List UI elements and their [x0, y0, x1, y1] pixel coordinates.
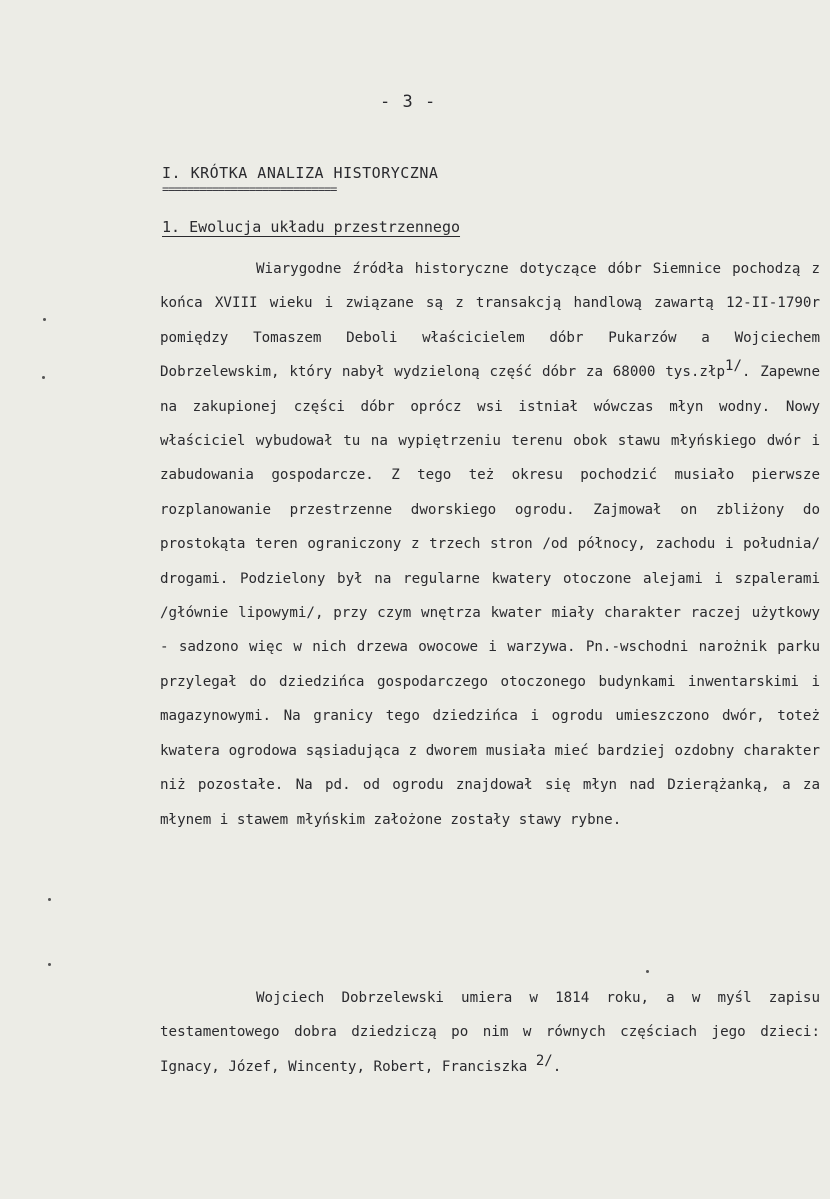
paper-speck	[42, 376, 45, 379]
paragraph-1-text: Wiarygodne źródła historyczne dotyczące dóbr Siemnice pochodzą z końca XVIII wieku i związane są z transakcją handlową zawartą 12-II-1790r pomiędzy Tomaszem Deboli właścicielem dóbr Pukarzów a Wojciechem Dobrzelewskim, który nabył wydzieloną część dóbr za 68000 tys.złp	[160, 261, 820, 381]
section-heading: I. KRÓTKA ANALIZA HISTORYCZNA	[162, 164, 439, 182]
paragraph-2	[160, 981, 820, 1084]
heading-double-underline: ============================	[162, 182, 337, 196]
page-number: - 3 -	[380, 92, 437, 112]
paragraph-2-text: Wojciech Dobrzelewski umiera w 1814 roku, a w myśl zapisu testamentowego dobra dziedziczą po nim w równych częściach jego dzieci: Ignacy, Józef, Wincenty, Robert, Franciszka	[160, 990, 820, 1075]
paper-speck	[646, 970, 649, 973]
footnote-ref-1: 1/	[725, 358, 742, 375]
paper-speck	[43, 318, 46, 321]
paragraph-2-text-end: .	[552, 1058, 562, 1075]
paper-speck	[48, 963, 51, 966]
paragraph-1-text-cont: . Zapewne na zakupionej części dóbr oprócz wsi istniał wówczas młyn wodny. Nowy właściciel wybudował tu na wypiętrzeniu terenu obok stawu młyńskiego dwór i zabudowania gospodarcze. Z tego też okresu pochodzić musiało pierwsze rozplanowanie przestrzenne dworskiego ogrodu. Zajmował on zbliżony do prostokąta teren ograniczony z trzech stron /od północy, zachodu i południa/ drogami. Podzielony był na regularne kwatery otoczone alejami i szpalerami /głównie lipowymi/, przy czym wnętrza kwater miały charakter raczej użytkowy - sadzono więc w nich drzewa owocowe i warzywa. Pn.-wschodni narożnik parku przylegał do dziedzińca gospodarczego otoczonego budynkami inwentarskimi i magazynowymi. Na granicy tego dziedzińca i ogrodu umieszczono dwór, toteż kwatera ogrodowa sąsiadująca z dworem musiała mieć bardziej ozdobny charakter niż pozostałe. Na pd. od ogrodu znajdował się młyn nad Dzierążanką, a za młynem i stawem młyńskim założone zostały stawy rybne.	[160, 364, 820, 828]
paragraph-1	[160, 252, 820, 837]
paper-speck	[48, 898, 51, 901]
footnote-ref-2: 2/	[535, 1052, 553, 1069]
subsection-heading: 1. Ewolucja układu przestrzennego	[162, 218, 461, 236]
